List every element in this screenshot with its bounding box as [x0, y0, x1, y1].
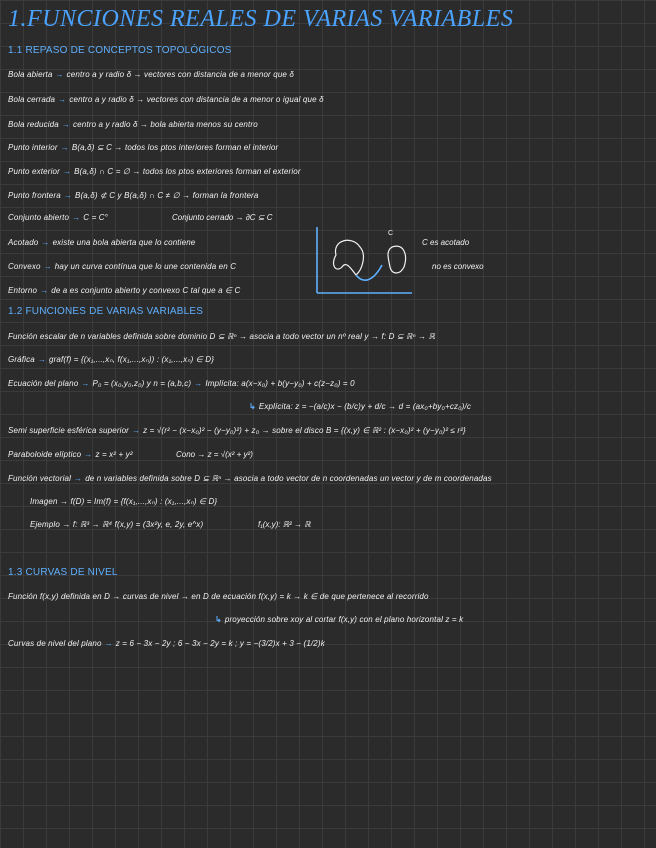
definition: existe una bola abierta que lo contiene	[52, 238, 196, 247]
arrow-icon: →	[61, 120, 71, 129]
def-punto-exterior	[8, 167, 301, 177]
def-bola-abierta	[8, 70, 294, 80]
definition: C = C°	[83, 213, 109, 222]
page-title: 1.FUNCIONES REALES DE VARIAS VARIABLES	[8, 6, 514, 32]
arrow-icon: →	[58, 95, 67, 104]
definition: centro a y radio δ → bola abierta menos su centro	[73, 120, 258, 129]
def-imagen: Imagen → f(D) = Im(f) = {f(x₁,...,xₙ) : (x₁,...,xₙ) ∈ D}	[30, 497, 218, 506]
arrow-icon: →	[81, 379, 90, 388]
def-curvas-nivel-plano	[8, 639, 325, 649]
projection-text: proyección sobre xoy al cortar f(x,y) con el plano horizontal z = k	[224, 615, 464, 624]
section-heading-functions: 1.2 FUNCIONES DE VARIAS VARIABLES	[8, 306, 204, 317]
def-acotado	[8, 238, 195, 248]
arrow-icon: →	[63, 191, 72, 200]
arrow-icon: →	[60, 143, 69, 152]
arrow-icon: →	[74, 474, 83, 483]
arrow-icon: →	[84, 450, 93, 459]
definition: definida en D → curvas de nivel → en D de ecuación f(x,y) = k → k ∈ de que pertenece al recorrido	[60, 592, 429, 601]
def-punto-frontera	[8, 191, 258, 201]
def-conjunto-cerrado: Conjunto cerrado → ∂C ⊆ C	[172, 213, 273, 222]
term: Conjunto abierto	[8, 213, 70, 222]
arrow-icon: →	[55, 70, 64, 79]
def-ecuacion-plano	[8, 379, 355, 389]
def-paraboloide	[8, 450, 133, 460]
definition: centro a y radio δ → vectores con distancia de a menor o igual que δ	[69, 95, 324, 104]
diagram-label-c: C	[388, 230, 394, 237]
explicit-text: Explícita: z = −(a/c)x − (b/c)y + d/c → d = (ax₀+by₀+cz₀)/c	[258, 402, 472, 411]
diagram-note-convexo: no es convexo	[432, 262, 484, 271]
term: Función escalar	[8, 332, 67, 341]
definition: de n variables definida sobre dominio D ⊆ ℝⁿ → asocia a todo vector un nº real y → f: D ⊆ ℝⁿ → ℝ	[69, 332, 436, 341]
term: Curvas de nivel del plano	[8, 639, 102, 648]
def-ejemplo: Ejemplo → f: ℝ³ → ℝ⁴ f(x,y) = (3x²y, e, 2y, e^x)	[30, 520, 204, 529]
term: Gráfica	[8, 355, 35, 364]
def-proyeccion	[212, 615, 463, 625]
arrow-icon: →	[194, 379, 203, 388]
term: Punto exterior	[8, 167, 60, 176]
term: Bola cerrada	[8, 95, 56, 104]
definition: z = x² + y²	[95, 450, 133, 459]
term: Paraboloide elíptico	[8, 450, 82, 459]
arrow-icon: →	[104, 639, 113, 648]
section-heading-topology: 1.1 REPASO DE CONCEPTOS TOPOLÓGICOS	[8, 45, 232, 56]
arrow-icon: →	[62, 167, 72, 176]
arrow-icon: →	[72, 213, 81, 222]
def-cono: Cono → z = √(x² + y²)	[176, 450, 253, 459]
set-sketch-diagram	[312, 225, 422, 300]
term: Bola abierta	[8, 70, 53, 79]
term: Semi superficie esférica superior	[8, 426, 129, 435]
term: Función vectorial	[8, 474, 72, 483]
def-conjunto-abierto	[8, 213, 108, 223]
def-funcion-escalar	[8, 332, 435, 342]
definition: B(a,δ) ∩ C = ∅ → todos los ptos exteriores forman el exterior	[74, 167, 301, 176]
term: Punto frontera	[8, 191, 61, 200]
term: Ecuación del plano	[8, 379, 79, 388]
arrow-icon: →	[37, 355, 46, 364]
section-heading-level-curves: 1.3 CURVAS DE NIVEL	[8, 567, 118, 578]
def-bola-cerrada	[8, 95, 324, 105]
arrow-icon: ↳	[215, 615, 222, 624]
def-funcion-vectorial	[8, 474, 492, 484]
arrow-icon: →	[40, 286, 49, 295]
def-entorno	[8, 286, 240, 296]
definition: z = √(r² − (x−x₀)² − (y−y₀)²) + z₀ → sobre el disco B = {(x,y) ∈ ℝ² : (x−x₀)² + (y−y₀)² ≤ r²}	[143, 426, 466, 435]
explicit-form	[246, 402, 471, 412]
definition: hay un curva contínua que lo une contenida en C	[54, 262, 237, 271]
definition: centro a y radio δ → vectores con distancia de a menor que δ	[66, 70, 294, 79]
definition: P₀ = (x₀,y₀,z₀) y n = (a,b,c)	[92, 379, 192, 388]
def-grafica	[8, 355, 214, 365]
definition: de a es conjunto abierto y convexo C tal que a ∈ C	[51, 286, 241, 295]
def-convexo	[8, 262, 236, 272]
term: Entorno	[8, 286, 38, 295]
arrow-icon: →	[41, 238, 50, 247]
definition: B(a,δ) ⊄ C y B(a,δ) ∩ C ≠ ∅ → forman la frontera	[74, 191, 259, 200]
arrow-icon: ↳	[249, 402, 256, 411]
definition: graf(f) = {(x₁,...,xₙ, f(x₁,...,xₙ)) : (x₁,...,xₙ) ∈ D}	[49, 355, 215, 364]
term: Bola reducida	[8, 120, 59, 129]
term: Punto interior	[8, 143, 58, 152]
diagram-note-acotado: C es acotado	[422, 238, 470, 247]
diagram-set-right-blob	[388, 246, 406, 273]
def-curvas-nivel	[8, 592, 429, 602]
term: Función f(x,y)	[8, 592, 59, 601]
term: Acotado	[8, 238, 39, 247]
def-punto-interior	[8, 143, 278, 153]
definition: B(a,δ) ⊆ C → todos los ptos interiores forman el interior	[71, 143, 279, 152]
diagram-connecting-curve	[356, 265, 382, 280]
arrow-icon: →	[132, 426, 141, 435]
arrow-icon: →	[43, 262, 52, 271]
def-bola-reducida	[8, 120, 258, 130]
def-ejemplo-component: f₁(x,y): ℝ² → ℝ	[258, 520, 311, 529]
diagram-set-left-blob	[334, 240, 364, 275]
definition: z = 6 − 3x − 2y ; 6 − 3x − 2y = k ; y = −(3/2)x + 3 − (1/2)k	[115, 639, 325, 648]
definition: de n variables definida sobre D ⊆ ℝⁿ → asocia a todo vector de n coordenadas un vector y de m coordenadas	[85, 474, 492, 483]
def-semi-superficie	[8, 426, 466, 436]
term: Convexo	[8, 262, 41, 271]
implicit-form: Implícita: a(x−x₀) + b(y−y₀) + c(z−z₀) = 0	[205, 379, 355, 388]
